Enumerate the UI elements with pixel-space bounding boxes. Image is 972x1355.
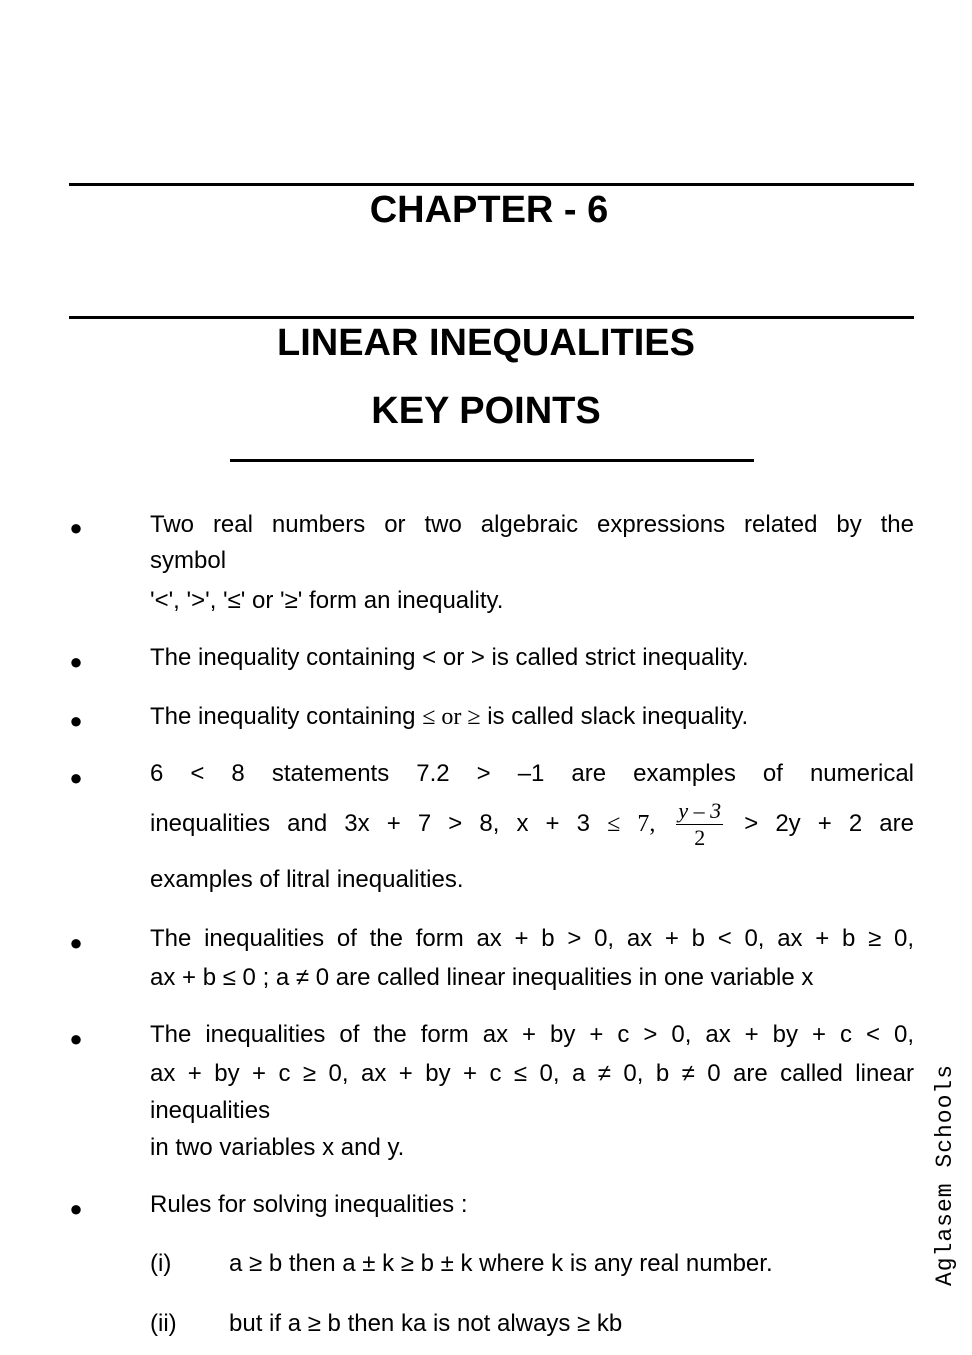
point-6-line-1: The inequalities of the form ax + by + c > 0, ax + by + c < 0, — [150, 1021, 914, 1048]
fraction-denominator: 2 — [694, 824, 706, 850]
bullet-icon: ● — [69, 765, 83, 790]
point-6-line-3: inequalities — [150, 1097, 271, 1124]
point-4-word: 2y — [775, 810, 801, 837]
bullet-icon: ● — [69, 649, 83, 674]
fraction-numerator: y – 3 — [678, 797, 722, 823]
point-4-word: + — [386, 810, 401, 837]
point-4-word: 7, — [637, 811, 656, 837]
point-4-line-2 — [150, 797, 914, 851]
point-4-word: 3x — [344, 810, 370, 837]
point-3-before: The inequality containing — [150, 703, 423, 730]
point-4-word: 8, — [479, 810, 500, 837]
point-4-word: 2 — [848, 810, 863, 837]
point-6-line-2: ax + by + c ≥ 0, ax + by + c ≤ 0, a ≠ 0, b ≠ 0 are called linear — [150, 1060, 914, 1087]
rule-1-text: a ≥ b then a ± k ≥ b ± k where k is any real number. — [229, 1250, 773, 1277]
section-subtitle: KEY POINTS — [371, 390, 601, 432]
point-4-word: ≤ — [607, 811, 621, 837]
bullet-icon: ● — [69, 515, 83, 540]
point-4-word: are — [879, 810, 914, 837]
rule-1-number: (i) — [150, 1250, 172, 1277]
point-4-word: x — [516, 810, 529, 837]
point-4-word: 7 — [417, 810, 432, 837]
subtitle-rule — [230, 459, 754, 462]
point-4-word: > — [744, 810, 759, 837]
bullet-icon: ● — [69, 708, 83, 733]
point-2-text: The inequality containing < or > is called strict inequality. — [150, 644, 749, 671]
rule-2-text: but if a ≥ b then ka is not always ≥ kb — [229, 1310, 623, 1337]
rule-2-number: (ii) — [150, 1310, 177, 1337]
title-rule — [69, 316, 914, 319]
point-4-word: and — [287, 810, 328, 837]
point-4-word: 3 — [576, 810, 590, 837]
chapter-heading: CHAPTER - 6 — [369, 189, 609, 231]
point-4-word: > — [448, 810, 463, 837]
point-1-line-3: '<', '>', '≤' or '≥' form an inequality. — [150, 587, 504, 614]
point-3-text — [150, 699, 914, 735]
fraction — [676, 798, 723, 851]
bullet-icon: ● — [69, 1026, 83, 1051]
watermark: Aglasem Schools — [932, 1063, 958, 1287]
point-3-symbols: ≤ or ≥ — [422, 704, 481, 730]
point-5-line-2: ax + b ≤ 0 ; a ≠ 0 are called linear inequalities in one variable x — [150, 964, 814, 991]
bullet-icon: ● — [69, 1196, 83, 1221]
point-1-line-1: Two real numbers or two algebraic expressions related by the — [150, 511, 914, 538]
point-4-word: + — [545, 810, 560, 837]
point-1-line-2: symbol — [150, 547, 227, 574]
point-5-line-1: The inequalities of the form ax + b > 0, ax + b < 0, ax + b ≥ 0, — [150, 925, 914, 952]
top-rule — [69, 183, 914, 186]
point-7-text: Rules for solving inequalities : — [150, 1191, 468, 1218]
point-4-line-3: examples of litral inequalities. — [150, 866, 464, 893]
bullet-icon: ● — [69, 930, 83, 955]
page-title: LINEAR INEQUALITIES — [276, 322, 696, 364]
point-4-word: + — [817, 810, 832, 837]
point-6-line-4: in two variables x and y. — [150, 1134, 405, 1161]
point-4-line-1: 6 < 8 statements 7.2 > –1 are examples of numerical — [150, 760, 914, 787]
point-4-word: inequalities — [150, 810, 271, 837]
point-3-after: is called slack inequality. — [480, 703, 749, 730]
